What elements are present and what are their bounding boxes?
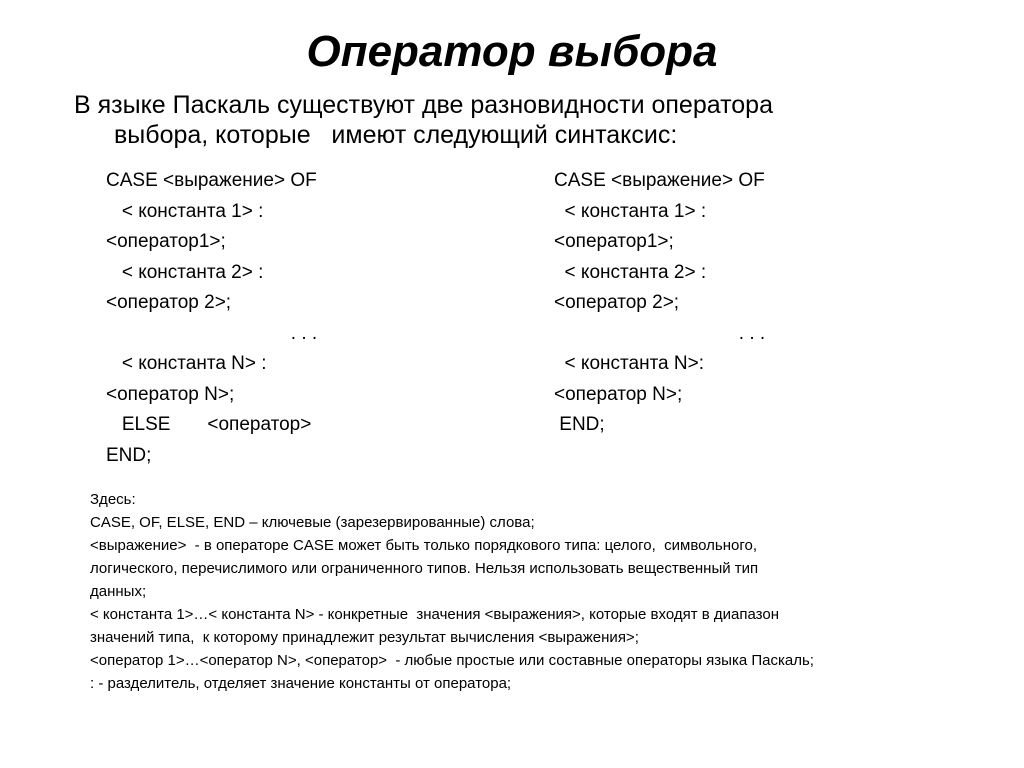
intro-paragraph — [74, 90, 974, 150]
note-line: <оператор 1>…<оператор N>, <оператор> - любые простые или составные операторы языка Паскаль; — [90, 652, 814, 669]
code-line: CASE <выражение> OF — [106, 170, 317, 191]
notes-section — [90, 488, 990, 695]
code-line: < константа N>: — [554, 353, 704, 374]
note-line: < константа 1>…< константа N> - конкретные значения <выражения>, которые входят в диапазон — [90, 606, 780, 623]
code-line: <оператор 2>; — [554, 292, 680, 313]
code-line: <оператор N>; — [554, 383, 683, 405]
code-line: <оператор1>; — [106, 231, 226, 252]
code-line: <оператор N>; — [106, 383, 235, 405]
note-line: значений типа, к которому принадлежит результат вычисления <выражения>; — [90, 629, 639, 646]
note-line: логического, перечислимого или ограниченного типов. Нельзя использовать вещественный тип — [90, 560, 759, 577]
code-line: . . . — [554, 322, 766, 344]
intro-line: выбора, которые имеют следующий синтаксис: — [114, 121, 678, 149]
code-line: < константа 1> : — [106, 200, 264, 222]
code-line: <оператор 2>; — [106, 292, 232, 313]
code-line: ELSE <оператор> — [106, 414, 312, 435]
code-line: END; — [106, 444, 152, 466]
code-line: < константа 2> : — [106, 261, 264, 283]
note-line: <выражение> - в операторе CASE может быть только порядкового типа: целого, символьного, — [90, 537, 757, 554]
note-line: данных; — [90, 583, 147, 600]
code-line: <оператор1>; — [554, 231, 674, 252]
code-line: CASE <выражение> OF — [554, 170, 765, 191]
syntax-block-with-else — [106, 166, 506, 471]
code-line: . . . — [106, 322, 318, 344]
code-line: < константа 1> : — [554, 200, 707, 222]
code-line: < константа 2> : — [554, 261, 707, 283]
note-line: Здесь: — [90, 491, 136, 508]
syntax-block-without-else — [554, 166, 954, 441]
intro-line: В языке Паскаль существуют две разновидности оператора — [74, 91, 773, 119]
note-line: CASE, OF, ELSE, END – ключевые (зарезервированные) слова; — [90, 514, 535, 531]
note-line: : - разделитель, отделяет значение константы от оператора; — [90, 675, 512, 692]
code-line: < константа N> : — [106, 353, 267, 374]
slide-title: Оператор выбора — [306, 27, 718, 76]
code-line: END; — [554, 414, 605, 435]
